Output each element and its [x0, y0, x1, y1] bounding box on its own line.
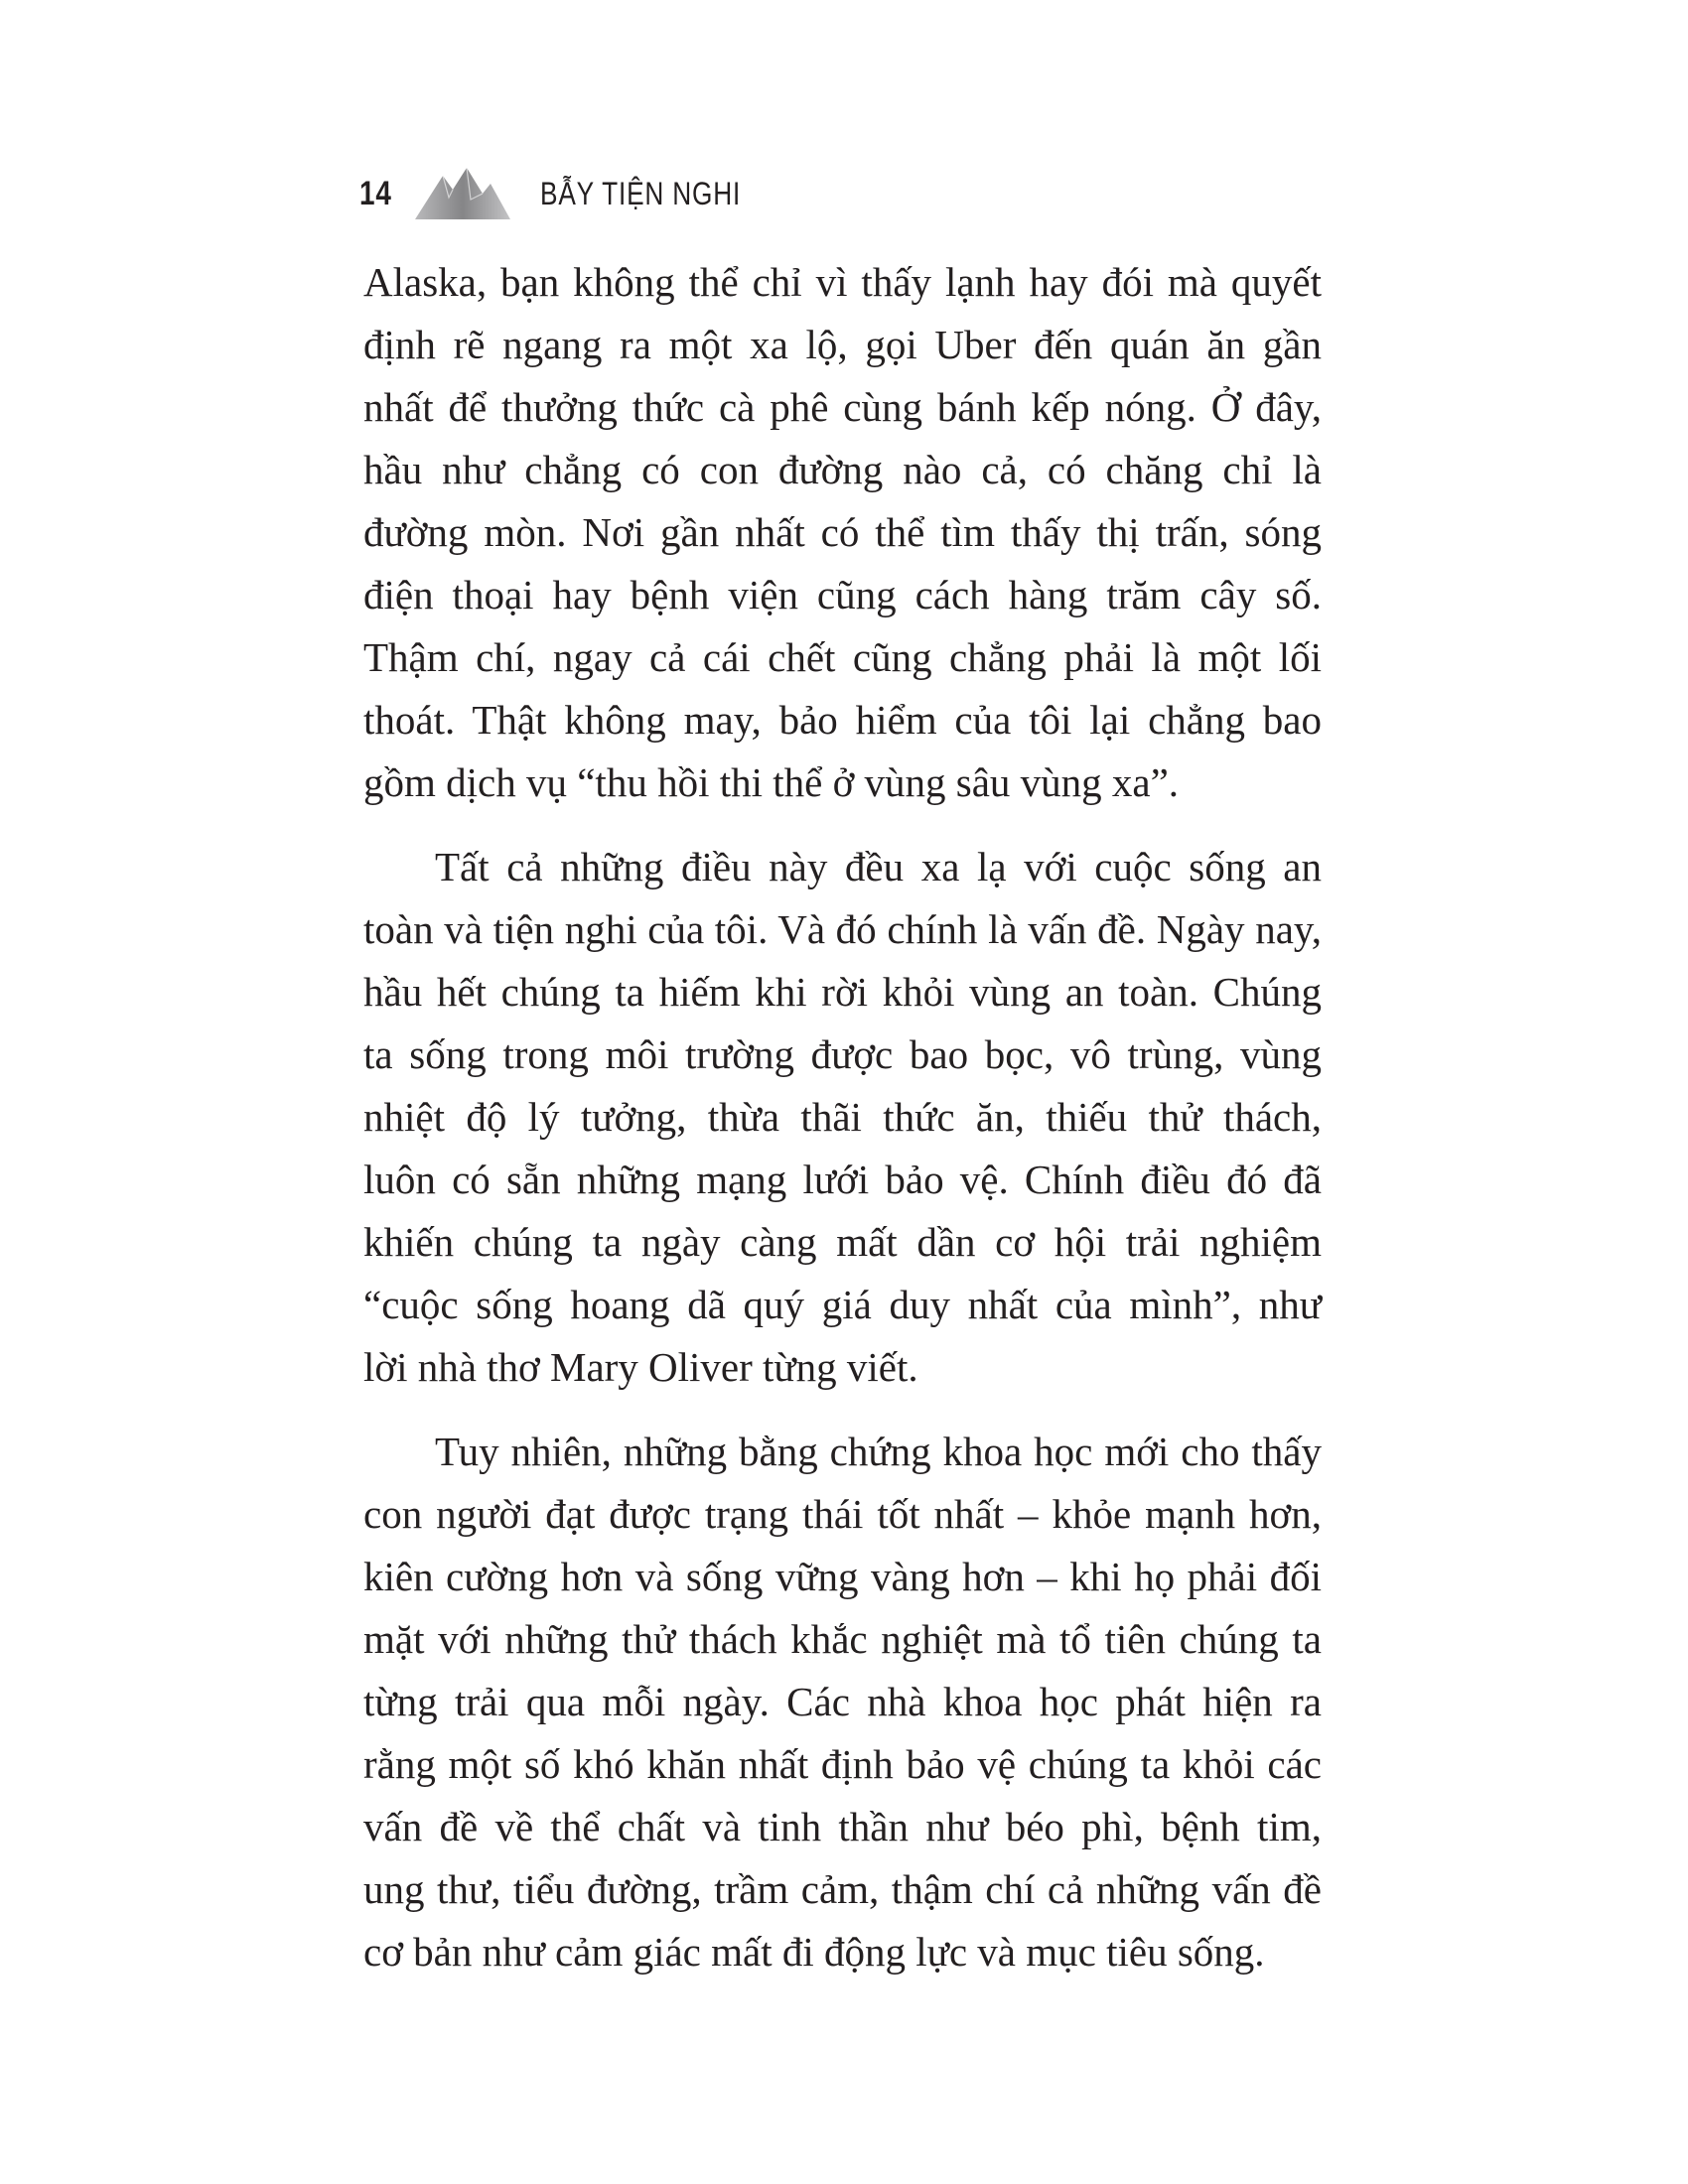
- text-line: ung thư, tiểu đường, trầm cảm, thậm chí cả những vấn đề: [363, 1866, 1322, 1912]
- text-line: ta sống trong môi trường được bao bọc, vô trùng, vùng: [363, 1031, 1322, 1077]
- text-line: vấn đề về thể chất và tinh thần như béo phì, bệnh tim,: [363, 1804, 1322, 1849]
- running-header: [359, 159, 785, 228]
- text-line: hầu như chẳng có con đường nào cả, có chăng chỉ là: [363, 447, 1322, 492]
- text-line: toàn và tiện nghi của tôi. Và đó chính là vấn đề. Ngày nay,: [363, 906, 1322, 952]
- body-text: [363, 251, 1322, 1983]
- text-line: cơ bản như cảm giác mất đi động lực và mục tiêu sống.: [363, 1929, 1265, 1975]
- text-line: định rẽ ngang ra một xa lộ, gọi Uber đến quán ăn gần: [363, 322, 1322, 367]
- text-line: điện thoại hay bệnh viện cũng cách hàng trăm cây số.: [363, 572, 1322, 617]
- text-line: mặt với những thử thách khắc nghiệt mà tổ tiên chúng ta: [363, 1616, 1322, 1662]
- text-line: đường mòn. Nơi gần nhất có thể tìm thấy thị trấn, sóng: [363, 509, 1322, 555]
- text-line: từng trải qua mỗi ngày. Các nhà khoa học phát hiện ra: [363, 1679, 1322, 1724]
- text-line: Tất cả những điều này đều xa lạ với cuộc sống an: [435, 844, 1322, 889]
- page-number: 14: [359, 174, 392, 212]
- text-line: thoát. Thật không may, bảo hiểm của tôi lại chẳng bao: [363, 697, 1322, 743]
- paragraph-1: [363, 251, 1322, 814]
- text-line: con người đạt được trạng thái tốt nhất – khỏe mạnh hơn,: [363, 1491, 1322, 1537]
- text-line: lời nhà thơ Mary Oliver từng viết.: [363, 1344, 918, 1390]
- text-line: “cuộc sống hoang dã quý giá duy nhất của mình”, như: [363, 1282, 1322, 1327]
- text-line: kiên cường hơn và sống vững vàng hơn – khi họ phải đối: [363, 1554, 1322, 1599]
- paragraph-2: [363, 836, 1322, 1399]
- text-line: hầu hết chúng ta hiếm khi rời khỏi vùng an toàn. Chúng: [363, 969, 1322, 1015]
- text-line: gồm dịch vụ “thu hồi thi thể ở vùng sâu vùng xa”.: [363, 759, 1180, 805]
- text-line: khiến chúng ta ngày càng mất dần cơ hội trải nghiệm: [363, 1219, 1322, 1265]
- text-line: Alaska, bạn không thể chỉ vì thấy lạnh hay đói mà quyết: [363, 259, 1322, 305]
- running-title: BẪY TIỆN NGHI: [540, 175, 742, 211]
- mountain-icon: [415, 168, 510, 219]
- text-line: Tuy nhiên, những bằng chứng khoa học mới cho thấy: [435, 1429, 1322, 1474]
- text-line: nhất để thưởng thức cà phê cùng bánh kếp nóng. Ở đây,: [363, 384, 1322, 430]
- text-line: Thậm chí, ngay cả cái chết cũng chẳng phải là một lối: [363, 634, 1322, 680]
- text-line: rằng một số khó khăn nhất định bảo vệ chúng ta khỏi các: [363, 1741, 1322, 1787]
- paragraph-3: [363, 1421, 1322, 1983]
- text-line: nhiệt độ lý tưởng, thừa thãi thức ăn, thiếu thử thách,: [363, 1094, 1322, 1140]
- text-line: luôn có sẵn những mạng lưới bảo vệ. Chính điều đó đã: [363, 1157, 1322, 1202]
